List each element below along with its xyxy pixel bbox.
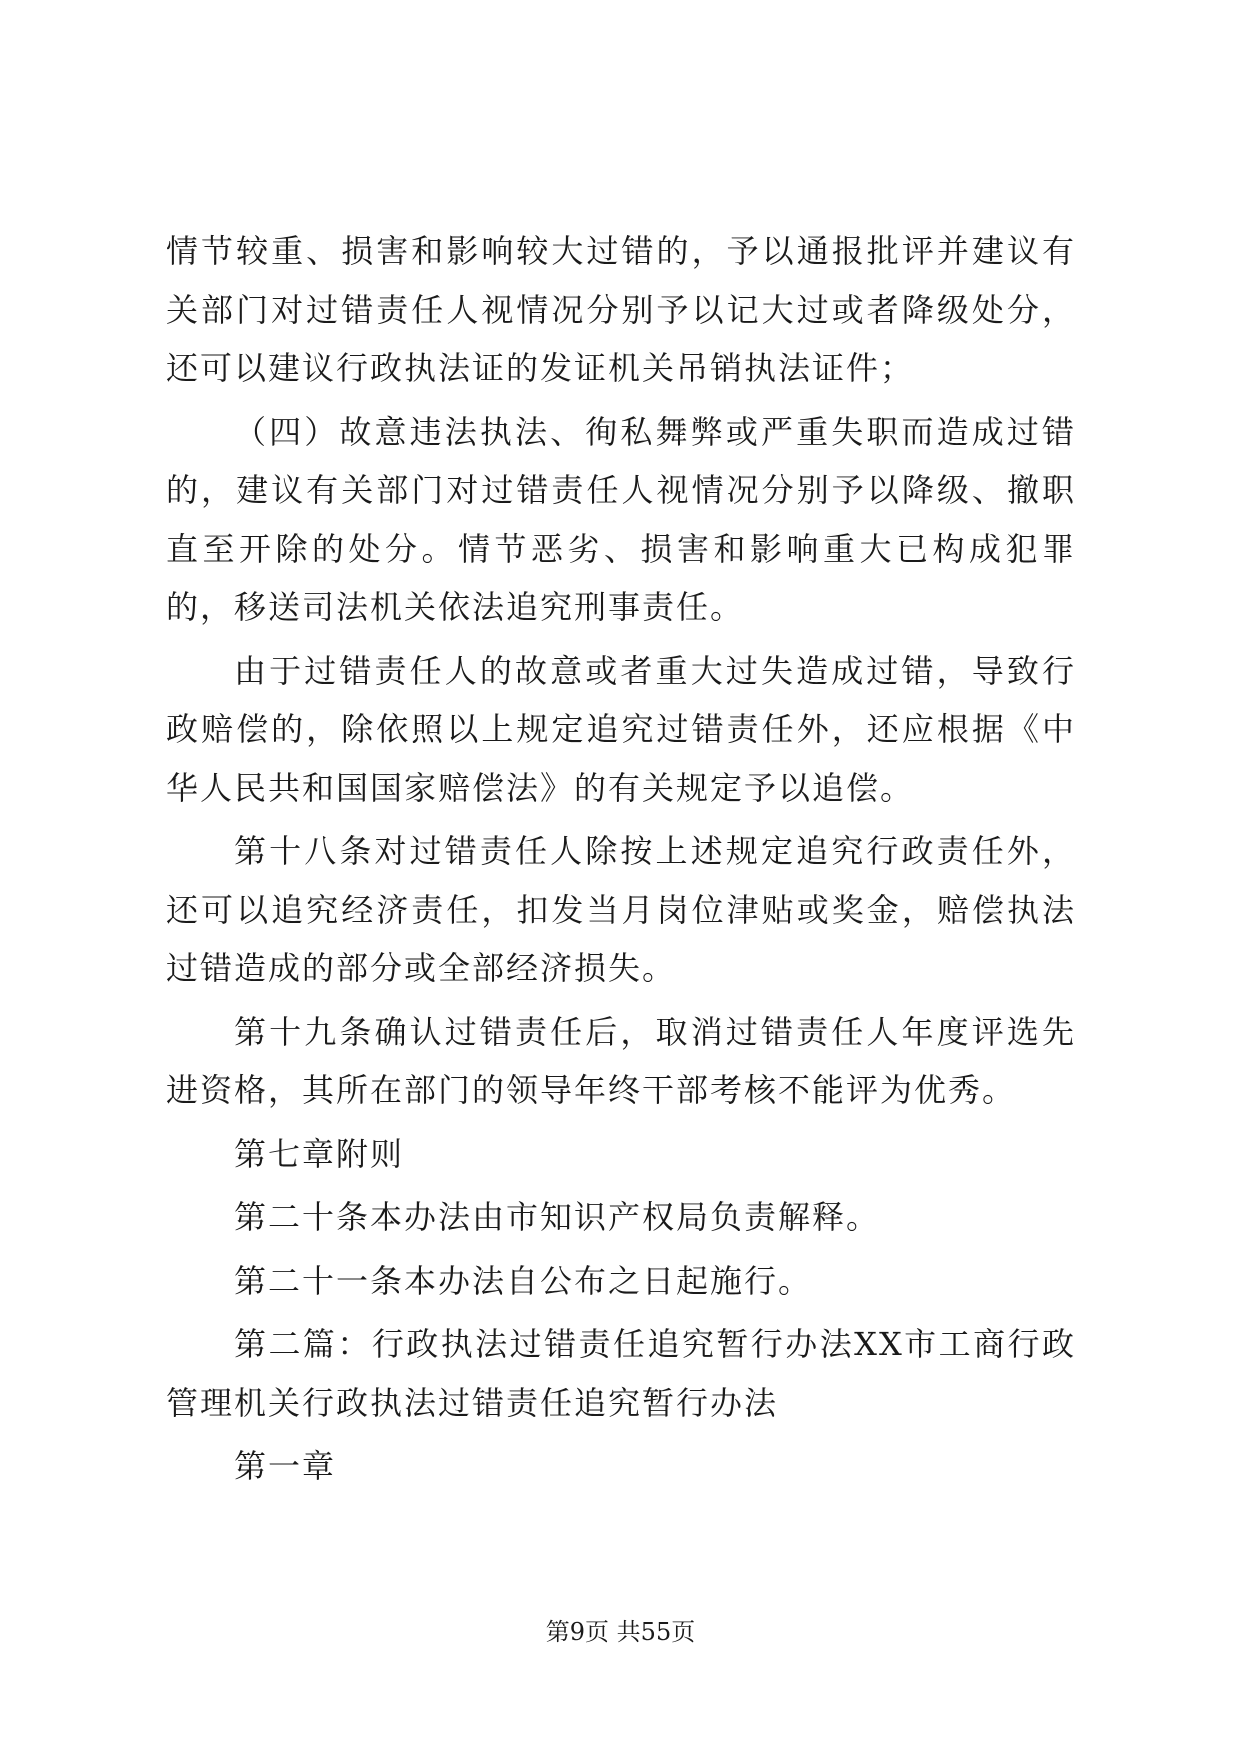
paragraph-article-21: 第二十一条本办法自公布之日起施行。	[234, 1261, 813, 1300]
paragraph-continuation: 情节较重、损害和影响较大过错的，予以通报批评并建议有关部门对过错责任人视情况分别予以记大过或者降级处分，还可以建议行政执法证的发证机关吊销执法证件；	[166, 232, 1076, 387]
paragraph-compensation: 由于过错责任人的故意或者重大过失造成过错，导致行政赔偿的，除依照以上规定追究过错责任外，还应根据《中华人民共和国国家赔偿法》的有关规定予以追偿。	[166, 651, 1076, 807]
chapter-heading-1: 第一章	[234, 1447, 337, 1485]
document-body	[166, 222, 1076, 1496]
paragraph-article-18: 第十八条对过错责任人除按上述规定追究行政责任外，还可以追究经济责任，扣发当月岗位津贴或奖金，赔偿执法过错造成的部分或全部经济损失。	[166, 832, 1076, 987]
paragraph-article-20: 第二十条本办法由市知识产权局负责解释。	[234, 1198, 881, 1236]
paragraph-item-four: （四）故意违法执法、徇私舞弊或严重失职而造成过错的，建议有关部门对过错责任人视情况分别予以降级、撤职直至开除的处分。情节恶劣、损害和影响重大已构成犯罪的，移送司法机关依法追究刑事责任。	[166, 412, 1076, 626]
paragraph-article-19: 第十九条确认过错责任后，取消过错责任人年度评选先进资格，其所在部门的领导年终干部考核不能评为优秀。	[166, 1012, 1076, 1109]
chapter-heading-7: 第七章附则	[234, 1134, 405, 1173]
paragraph-part-two-title: 第二篇：行政执法过错责任追究暂行办法XX市工商行政管理机关行政执法过错责任追究暂行办法	[166, 1325, 1076, 1422]
page-number-footer: 第9页 共55页	[545, 1618, 696, 1646]
